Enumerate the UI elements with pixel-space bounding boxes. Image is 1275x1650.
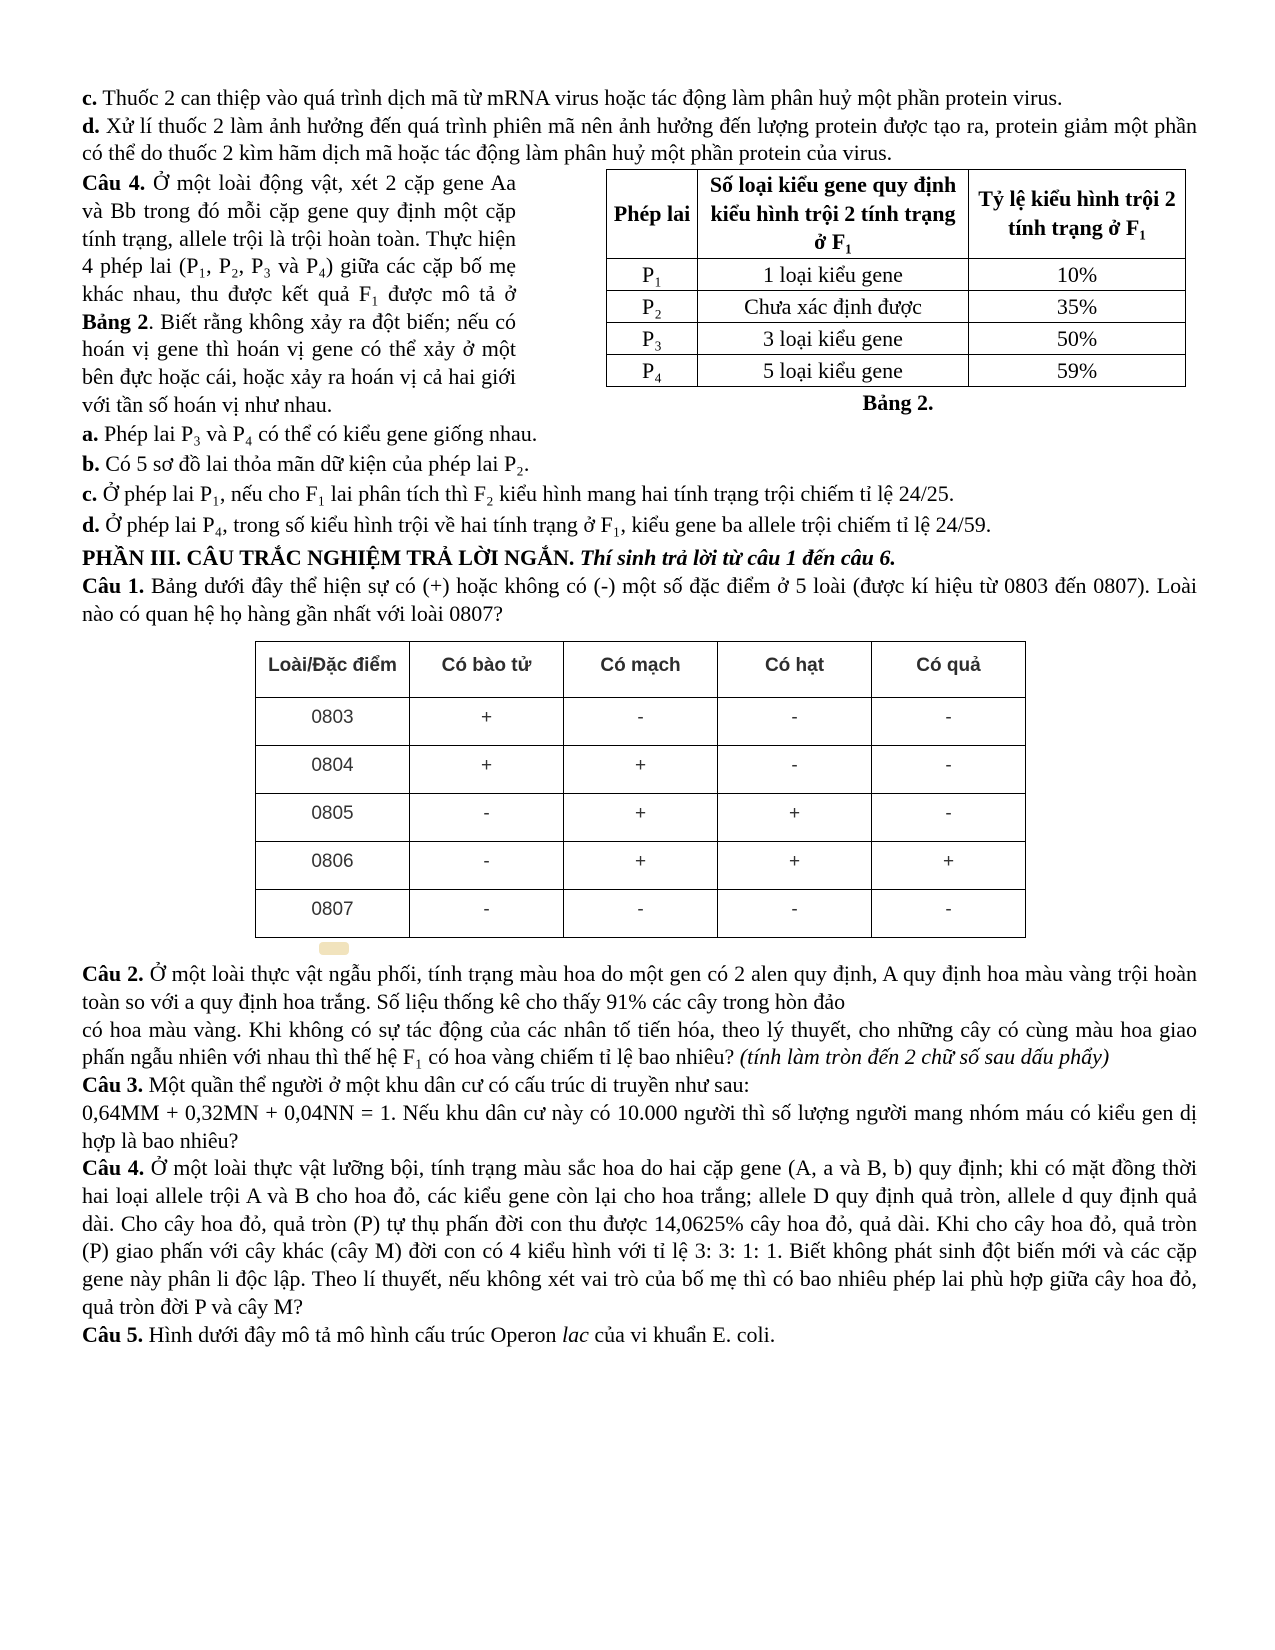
species-header-bao-tu: Có bào tử: [410, 642, 564, 698]
species-cell: +: [564, 794, 718, 842]
species-cell: +: [410, 698, 564, 746]
species-cell: +: [564, 842, 718, 890]
question-2-text-1: Ở một loài thực vật ngẫu phối, tính trạng màu hoa do một gen có 2 alen quy định, A quy định hoa màu vàng trội hoàn toàn so với a quy định hoa trắng. Số liệu thống kê cho thấy 91% các cây trong hòn đảo: [82, 961, 1197, 1014]
species-id: 0805: [256, 794, 410, 842]
bang2-cell: P₃: [607, 322, 698, 354]
option-b-label: b.: [82, 450, 100, 476]
bang2-container: [516, 169, 1197, 417]
question-1-label: Câu 1.: [82, 572, 145, 598]
question-4-table-ref: Bảng 2: [82, 308, 149, 334]
species-cell: -: [410, 890, 564, 938]
bang2-header-row: [607, 170, 1186, 259]
question-4-text-2: . Biết rằng không xảy ra đột biến; nếu có hoán vị gene thì hoán vị gene có thể xảy ở một bên đực hoặc cái, hoặc xảy ra hoán vị cả hai giới với tần số hoán vị như nhau.: [82, 308, 516, 417]
bang2-cell: 50%: [969, 322, 1186, 354]
species-cell: -: [872, 746, 1026, 794]
species-header-mach: Có mạch: [564, 642, 718, 698]
bang2-cell: 10%: [969, 258, 1186, 290]
species-row-0806: [256, 842, 1026, 890]
question-2-note: (tính làm tròn đến 2 chữ số sau dấu phẩy): [739, 1044, 1110, 1070]
bang2-cell: Chưa xác định được: [698, 290, 969, 322]
species-cell: -: [718, 746, 872, 794]
question-5-text-1: Hình dưới đây mô tả mô hình cấu trúc Operon: [148, 1321, 557, 1347]
species-cell: -: [564, 890, 718, 938]
question-5-operon-name: lac: [561, 1321, 589, 1347]
species-header-row: [256, 642, 1026, 698]
species-cell: -: [718, 890, 872, 938]
species-cell: +: [564, 746, 718, 794]
part3-heading-subtitle: Thí sinh trả lời từ câu 1 đến câu 6.: [579, 545, 896, 571]
question-3: [82, 1071, 1197, 1154]
bang2-row-p3: [607, 322, 1186, 354]
option-d-label: d.: [82, 511, 100, 537]
question-5-text-2: của vi khuẩn E. coli.: [594, 1321, 776, 1347]
species-cell: +: [410, 746, 564, 794]
bang2-cell: 1 loại kiểu gene: [698, 258, 969, 290]
bang2-table: [606, 169, 1186, 387]
species-cell: +: [718, 794, 872, 842]
part3-heading: [82, 544, 1197, 572]
species-header-hat: Có hạt: [718, 642, 872, 698]
species-header-loai: Loài/Đặc điểm: [256, 642, 410, 698]
species-cell: -: [872, 890, 1026, 938]
question-5: [82, 1321, 1197, 1349]
species-row-0807: [256, 890, 1026, 938]
bang2-row-p1: [607, 258, 1186, 290]
option-d: [82, 510, 1197, 540]
bang2-header-ty-le: Tỷ lệ kiểu hình trội 2 tính trạng ở F₁: [969, 170, 1186, 259]
species-cell: +: [872, 842, 1026, 890]
highlight-mark: [319, 942, 349, 955]
species-cell: -: [564, 698, 718, 746]
species-row-0804: [256, 746, 1026, 794]
species-row-0805: [256, 794, 1026, 842]
bang2-cell: P₁: [607, 258, 698, 290]
species-cell: -: [872, 794, 1026, 842]
question-4-short-text: Ở một loài thực vật lưỡng bội, tính trạng màu sắc hoa do hai cặp gene (A, a và B, b) quy định; khi có mặt đồng thời hai loại allele trội A và B cho hoa đỏ, các kiểu gene còn lại cho hoa trắng; allele D quy định quả tròn, allele d quy định quả dài. Cho cây hoa đỏ, quả tròn (P) tự thụ phấn đời con thu được 14,0625% cây hoa đỏ, quả dài. Khi cho cây hoa đỏ, quả tròn (P) giao phấn với cây khác (cây M) đời con có 4 kiểu hình với tỉ lệ 3: 3: 1: 1. Biết không phát sinh đột biến mới và các cặp gene này phân li độc lập. Theo lí thuyết, nếu không xét vai trò của bố mẹ thì có bao nhiêu phép lai phù hợp giữa cây hoa đỏ, quả tròn đời P và cây M?: [82, 1155, 1198, 1319]
question-4-stem: [82, 169, 516, 418]
question-3-text-2: 0,64MM + 0,32MN + 0,04NN = 1. Nếu khu dân cư này có 10.000 người thì số lượng người mang nhóm máu có kiểu gen dị hợp là bao nhiêu?: [82, 1099, 1197, 1153]
option-b-text: Có 5 sơ đồ lai thỏa mãn dữ kiện của phép lai P₂.: [105, 450, 530, 476]
option-a: [82, 419, 1197, 449]
question-4-short-label: Câu 4.: [82, 1155, 145, 1181]
option-c: [82, 479, 1197, 509]
option-a-label: a.: [82, 420, 99, 446]
bang2-header-so-loai: Số loại kiểu gene quy định kiểu hình trội 2 tính trạng ở F₁: [698, 170, 969, 259]
bang2-cell: P₄: [607, 354, 698, 386]
question-1-text: Bảng dưới đây thể hiện sự có (+) hoặc không có (-) một số đặc điểm ở 5 loài (được kí hiệu từ 0803 đến 0807). Loài nào có quan hệ họ hàng gần nhất với loài 0807?: [82, 572, 1198, 626]
statement-c-text: Thuốc 2 can thiệp vào quá trình dịch mã từ mRNA virus hoặc tác động làm phân huỷ một phần protein virus.: [102, 85, 1063, 110]
question-2: [82, 960, 1197, 1071]
option-d-text: Ở phép lai P₄, trong số kiểu hình trội về hai tính trạng ở F₁, kiểu gene ba allele trội chiếm tỉ lệ 24/59.: [105, 511, 992, 537]
question-2-label: Câu 2.: [82, 961, 144, 987]
question-3-label: Câu 3.: [82, 1072, 144, 1098]
species-cell: -: [410, 794, 564, 842]
question-4-multichoice: [82, 169, 1197, 418]
species-table: [255, 641, 1026, 938]
species-row-0803: [256, 698, 1026, 746]
species-id: 0803: [256, 698, 410, 746]
species-cell: -: [410, 842, 564, 890]
bang2-row-p4: [607, 354, 1186, 386]
question-4-short: [82, 1154, 1197, 1320]
question-4-label: Câu 4.: [82, 170, 146, 196]
bang2-cell: 3 loại kiểu gene: [698, 322, 969, 354]
species-id: 0804: [256, 746, 410, 794]
species-header-qua: Có quả: [872, 642, 1026, 698]
question-4-text-1: Ở một loài động vật, xét 2 cặp gene Aa và Bb trong đó mỗi cặp gene quy định một cặp tính trạng, allele trội là trội hoàn toàn. Thực hiện 4 phép lai (P₁, P₂, P₃ và P₄) giữa các cặp bố mẹ khác nhau, thu được kết quả F₁ được mô tả ở: [82, 170, 517, 307]
option-c-text: Ở phép lai P₁, nếu cho F₁ lai phân tích thì F₂ kiểu hình mang hai tính trạng trội chiếm tỉ lệ 24/25.: [102, 481, 955, 507]
option-c-label: c.: [82, 481, 98, 507]
bang2-caption: Bảng 2.: [862, 389, 934, 415]
species-id: 0806: [256, 842, 410, 890]
species-cell: -: [718, 698, 872, 746]
bang2-cell: P₂: [607, 290, 698, 322]
bang2-cell: 59%: [969, 354, 1186, 386]
statement-d-label: d.: [82, 112, 100, 138]
question-3-text-1: Một quần thể người ở một khu dân cư có cấu trúc di truyền như sau:: [148, 1072, 750, 1098]
question-2-text-2: có hoa màu vàng. Khi không có sự tác động của các nhân tố tiến hóa, theo lý thuyết, cho những cây có cùng màu hoa giao phấn ngẫu nhiên với nhau thì thế hệ F₁ có hoa vàng chiếm tỉ lệ bao nhiêu?: [82, 1016, 1197, 1070]
question-5-label: Câu 5.: [82, 1321, 144, 1347]
part3-heading-title: PHẦN III. CÂU TRẮC NGHIỆM TRẢ LỜI NGẮN.: [82, 545, 575, 571]
bang2-cell: 35%: [969, 290, 1186, 322]
bang2-cell: 5 loại kiểu gene: [698, 354, 969, 386]
species-cell: -: [872, 698, 1026, 746]
question-1: [82, 572, 1197, 627]
species-id: 0807: [256, 890, 410, 938]
statement-c-label: c.: [82, 85, 98, 110]
option-a-text: Phép lai P₃ và P₄ có thể có kiểu gene giống nhau.: [104, 420, 538, 446]
statement-c: [82, 84, 1197, 112]
species-cell: +: [718, 842, 872, 890]
option-b: [82, 449, 1197, 479]
statement-d-text: Xử lí thuốc 2 làm ảnh hưởng đến quá trình phiên mã nên ảnh hưởng đến lượng protein được tạo ra, protein giảm một phần có thể do thuốc 2 kìm hãm dịch mã hoặc tác động làm phân huỷ một phần protein của virus.: [82, 112, 1197, 166]
statement-d: [82, 112, 1197, 167]
bang2-row-p2: [607, 290, 1186, 322]
bang2-header-phep-lai: Phép lai: [607, 170, 698, 259]
